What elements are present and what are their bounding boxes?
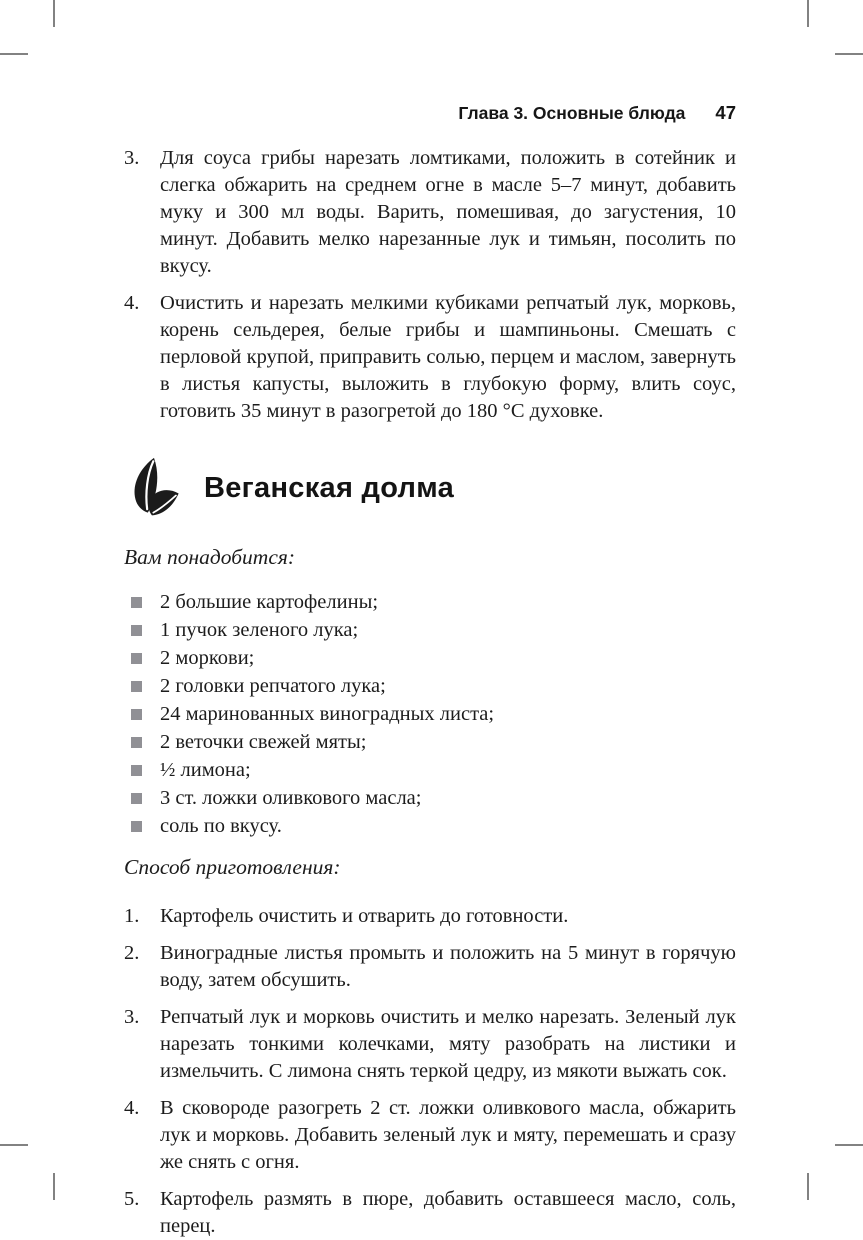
- ingredient-text: 2 головки репчатого лука;: [160, 675, 386, 697]
- step-text: В сковороде разогреть 2 ст. ложки оливкового масла, обжарить лук и морковь. Добавить зеленый лук и мяту, перемешать и сразу же снять с огня.: [160, 1097, 736, 1173]
- method-steps: [124, 903, 736, 1240]
- crop-mark-top-left-horizontal: [0, 53, 28, 55]
- list-item: [124, 588, 736, 616]
- ingredient-text: соль по вкусу.: [160, 815, 282, 837]
- list-item: [124, 290, 736, 425]
- step-number: 3.: [124, 147, 140, 169]
- step-text: Репчатый лук и морковь очистить и мелко нарезать. Зеленый лук нарезать тонкими колечками, мяту разобрать на листики и измельчить. С лимона снять теркой цедру, из мякоти выжать сок.: [160, 1006, 736, 1082]
- list-item: [124, 756, 736, 784]
- page-number: 47: [715, 102, 736, 123]
- ingredients-list: [124, 588, 736, 840]
- ingredient-text: 2 веточки свежей мяты;: [160, 731, 367, 753]
- square-bullet-icon: [131, 681, 142, 692]
- previous-recipe-steps: [124, 145, 736, 425]
- square-bullet-icon: [131, 597, 142, 608]
- step-text: Картофель очистить и отварить до готовности.: [160, 905, 569, 927]
- list-item: [124, 784, 736, 812]
- crop-mark-top-right-vertical: [807, 0, 809, 27]
- ingredient-text: 3 ст. ложки оливкового масла;: [160, 787, 422, 809]
- square-bullet-icon: [131, 653, 142, 664]
- step-text: Для соуса грибы нарезать ломтиками, положить в сотейник и слегка обжарить на среднем огне в масле 5–7 минут, добавить муку и 300 мл воды. Варить, помешивая, до загустения, 10 минут. Добавить мелко нарезанные лук и тимьян, посолить по вкусу.: [160, 147, 736, 277]
- leaf-icon: [128, 456, 180, 520]
- list-item: [124, 616, 736, 644]
- step-number: 2.: [124, 942, 140, 964]
- list-item: [124, 1095, 736, 1176]
- square-bullet-icon: [131, 765, 142, 776]
- square-bullet-icon: [131, 625, 142, 636]
- recipe-heading: [124, 456, 736, 520]
- ingredient-text: 24 маринованных виноградных листа;: [160, 703, 495, 725]
- list-item: [124, 700, 736, 728]
- page-content: [124, 0, 736, 1240]
- step-number: 5.: [124, 1188, 140, 1210]
- crop-mark-bottom-left-horizontal: [0, 1144, 28, 1146]
- crop-mark-top-left-vertical: [53, 0, 55, 27]
- recipe-title: Веганская долма: [204, 471, 455, 504]
- step-number: 4.: [124, 1097, 140, 1119]
- list-item: [124, 644, 736, 672]
- square-bullet-icon: [131, 793, 142, 804]
- list-item: [124, 1004, 736, 1085]
- list-item: [124, 903, 736, 930]
- ingredient-text: 2 большие картофелины;: [160, 591, 379, 613]
- crop-mark-bottom-right-vertical: [807, 1173, 809, 1200]
- step-number: 1.: [124, 905, 140, 927]
- list-item: [124, 1186, 736, 1240]
- method-heading: Способ приготовления:: [124, 855, 341, 879]
- square-bullet-icon: [131, 709, 142, 720]
- step-number: 3.: [124, 1006, 140, 1028]
- list-item: [124, 940, 736, 994]
- list-item: [124, 812, 736, 840]
- list-item: [124, 672, 736, 700]
- list-item: [124, 145, 736, 280]
- step-number: 4.: [124, 292, 140, 314]
- step-text: Виноградные листья промыть и положить на 5 минут в горячую воду, затем обсушить.: [160, 942, 736, 991]
- crop-mark-bottom-left-vertical: [53, 1173, 55, 1200]
- ingredient-text: 2 моркови;: [160, 647, 255, 669]
- square-bullet-icon: [131, 821, 142, 832]
- ingredient-text: ½ лимона;: [160, 759, 251, 781]
- step-text: Очистить и нарезать мелкими кубиками репчатый лук, морковь, корень сельдерея, белые грибы и шампиньоны. Смешать с перловой крупой, приправить солью, перцем и маслом, завернуть в листья капусты, выложить в глубокую форму, влить соус, готовить 35 минут в разогретой до 180 °C духовке.: [160, 292, 736, 422]
- crop-mark-top-right-horizontal: [835, 53, 863, 55]
- running-head: [124, 102, 736, 124]
- chapter-title: Глава 3. Основные блюда: [458, 103, 686, 123]
- crop-mark-bottom-right-horizontal: [835, 1144, 863, 1146]
- list-item: [124, 728, 736, 756]
- square-bullet-icon: [131, 737, 142, 748]
- step-text: Картофель размять в пюре, добавить оставшееся масло, соль, перец.: [160, 1188, 736, 1237]
- ingredients-heading: Вам понадобится:: [124, 545, 296, 569]
- ingredient-text: 1 пучок зеленого лука;: [160, 619, 359, 641]
